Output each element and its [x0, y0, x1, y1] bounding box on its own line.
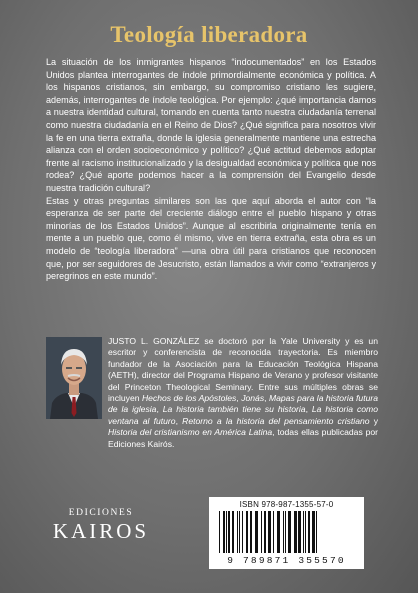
barcode-bar	[298, 511, 301, 553]
barcode-bar	[316, 511, 317, 553]
barcode-bar	[264, 511, 266, 553]
barcode-bar	[277, 511, 280, 553]
bio-separator: ,	[236, 393, 242, 404]
barcode-bar	[285, 511, 286, 553]
synopsis	[46, 56, 376, 283]
author-bio	[108, 336, 378, 450]
barcode-bar	[255, 511, 258, 553]
barcode-bar	[308, 511, 310, 553]
barcode-bar	[237, 511, 238, 553]
barcode-label	[209, 497, 364, 569]
barcode-bar	[303, 511, 304, 553]
barcode-bar	[219, 511, 220, 553]
isbn-number: ISBN 978-987-1355-57-0	[239, 500, 334, 509]
barcode-bar	[242, 511, 243, 553]
barcode-bar	[228, 511, 230, 553]
barcode-bar	[239, 511, 240, 553]
book-work-title: La historia como ventana al futuro	[108, 404, 378, 426]
book-work-title: Hechos de los Apóstoles	[141, 393, 237, 404]
publisher-logo	[46, 508, 156, 544]
barcode-bar	[273, 511, 274, 553]
book-work-title: Retorno a la historia del pensamiento cristiano	[182, 415, 370, 426]
bio-separator: ,	[175, 415, 183, 426]
barcode-bar	[226, 511, 227, 553]
book-title: Teología liberadora	[110, 22, 308, 47]
author-photo	[46, 337, 102, 419]
author-portrait-image	[46, 337, 102, 419]
book-work-title: Jonás	[241, 393, 265, 404]
author-bio-text: se doctoró por la Yale University y es un escritor y conferencista de reconocida trayectoria. Es miembro fundador de la Asociación para la Educación Teológica Hispana (AETH), director del Programa Hispano de Verano y profesor visitante del Princeton Theological Seminary. Entre sus múltiples obras se incluyen	[108, 336, 378, 404]
barcode-bar	[283, 511, 284, 553]
ean-number: 9 789871 355570	[227, 555, 346, 566]
barcode-bar	[232, 511, 234, 553]
synopsis-paragraph-1: La situación de los inmigrantes hispanos “indocumentados” en los Estados Unidos plantea interrogantes de índole primordialmente económica y política. A los hispanos cristianos, sin embargo, su compromiso cristiano les sugiere, además, interrogantes de índole teológica. Por ejemplo: ¿qué importancia damos a nuestra identidad cultural, tomando en cuenta tanto nuestra ciudadanía terrenal como nuestra ciudadanía en el Reino de Dios? ¿Qué significa para nosotros vivir la fe en una tierra extraña, donde la iglesia generalmente mantiene una estrecha alianza con el orden socioeconómico y político? ¿Qué actitud debemos adoptar frente al racismo institucionalizado y la desigualdad económica y política que nos rodea? ¿Qué aporte podemos hacer a la comprensión del Evangelio desde nuestra tradición cultural?	[46, 57, 376, 193]
book-work-title: La historia también tiene su historia	[162, 404, 306, 415]
barcode-bar	[261, 511, 262, 553]
author-name: JUSTO L. GONZÁLEZ	[108, 336, 200, 346]
bio-separator: y	[369, 415, 379, 426]
barcode-bar	[305, 511, 306, 553]
synopsis-paragraph-2: Estas y otras preguntas similares son las que aquí aborda el autor con “la esperanza de ser parte del creciente diálogo entre el pueblo hispano y otras minorías de los Estados Unidos”. Aunque al escribirla originalmente tenía en mente a un pueblo que, como él mismo, vive en tierra extraña, esta obra es un modelo de “teología liberadora” —una obra útil para cristianos que reconocen que, por ser seguidores de Jesucristo, están llamados a vivir como “extranjeros y peregrinos en este mundo”.	[46, 195, 376, 282]
barcode-bar	[223, 511, 225, 553]
bio-separator: ,	[264, 393, 269, 404]
bio-separator: ,	[156, 404, 163, 415]
barcode-bar	[268, 511, 271, 553]
barcode-icon	[217, 511, 356, 555]
book-work-title: Mapas para la historia futura de la iglesia	[108, 393, 379, 415]
barcode-bar	[246, 511, 248, 553]
author-bio-closing: , todas ellas publicadas por Ediciones Kairós.	[108, 427, 378, 449]
publisher-logo-line2: KAIROS	[52, 519, 150, 543]
book-work-title: Historia del cristianismo en América Latina	[108, 427, 273, 438]
barcode-bar	[312, 511, 315, 553]
publisher-logo-line1: EDICIONES	[68, 508, 134, 518]
barcode-bar	[288, 511, 291, 553]
barcode-bar	[250, 511, 252, 553]
bio-separator: ,	[305, 404, 312, 415]
barcode-bar	[294, 511, 297, 553]
